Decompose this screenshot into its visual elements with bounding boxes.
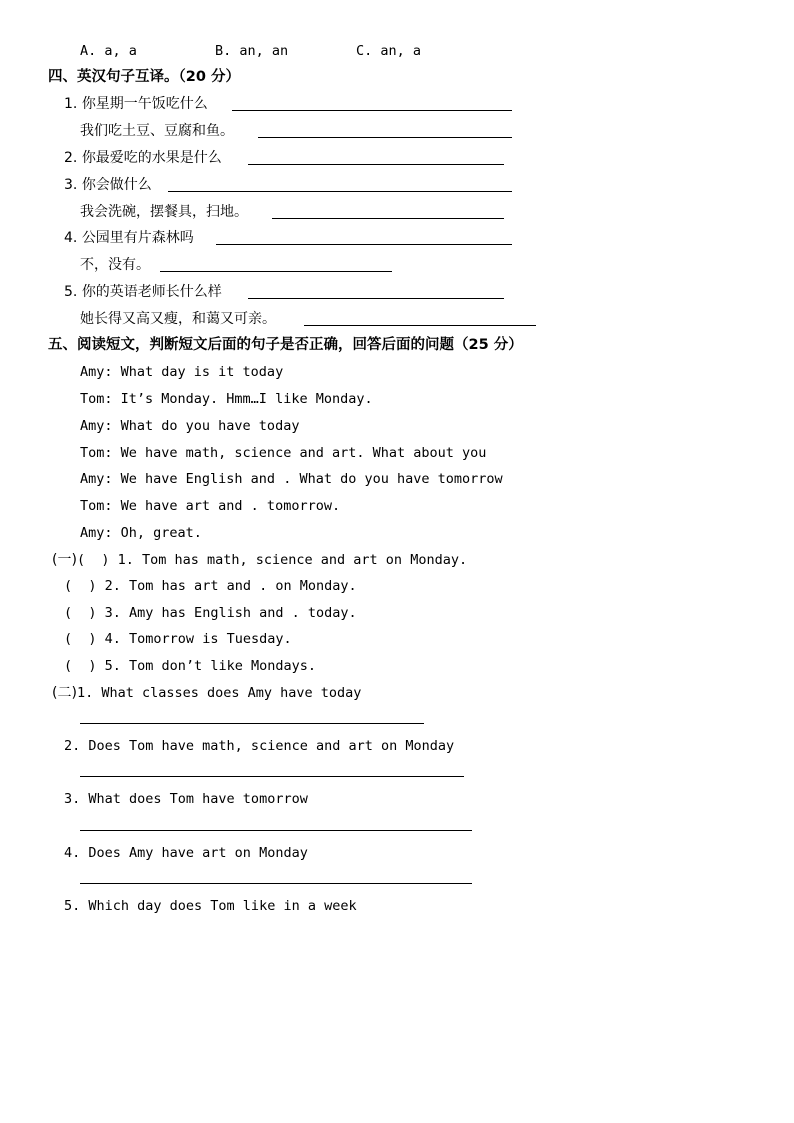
judge-item-1 bbox=[52, 550, 467, 570]
answer-blank[interactable] bbox=[232, 110, 512, 111]
question-1 bbox=[52, 683, 361, 703]
item-text: 你的英语老师长什么样 bbox=[81, 284, 222, 300]
answer-blank[interactable] bbox=[272, 218, 504, 219]
dialogue-line: Tom: We have math, science and art. What about you bbox=[80, 445, 487, 461]
part1-label: (一) bbox=[52, 552, 77, 568]
question-4: 4. Does Amy have art on Monday bbox=[64, 845, 308, 861]
judge-text: 1. Tom has math, science and art on Monday. bbox=[117, 552, 468, 568]
translate-item-3 bbox=[64, 175, 152, 195]
judge-item-2 bbox=[64, 576, 357, 596]
judge-text: 5. Tom don’t like Mondays. bbox=[104, 658, 316, 674]
judge-item-5 bbox=[64, 656, 316, 676]
option-a: A. a, a bbox=[80, 43, 137, 59]
section5-heading: 五、阅读短文，判断短文后面的句子是否正确，回答后面的问题（25 分） bbox=[48, 337, 523, 353]
translate-item-1b: 我们吃土豆、豆腐和鱼。 bbox=[80, 123, 234, 139]
section4-heading: 四、英汉句子互译。（20 分） bbox=[48, 69, 240, 85]
answer-line[interactable] bbox=[80, 830, 472, 831]
item-number: 4. bbox=[64, 230, 78, 246]
item-text: 你星期一午饭吃什么 bbox=[81, 96, 208, 112]
answer-line[interactable] bbox=[80, 723, 424, 724]
answer-blank[interactable] bbox=[248, 164, 504, 165]
item-text: 公园里有片森林吗 bbox=[81, 230, 194, 246]
answer-paren[interactable]: ( ) bbox=[64, 631, 97, 647]
answer-blank[interactable] bbox=[160, 271, 392, 272]
answer-blank[interactable] bbox=[168, 191, 512, 192]
item-number: 5. bbox=[64, 284, 78, 300]
dialogue-line: Amy: Oh, great. bbox=[80, 525, 202, 541]
translate-item-1 bbox=[64, 94, 208, 114]
translate-item-3b: 我会洗碗，摆餐具，扫地。 bbox=[80, 204, 248, 220]
item-number: 3. bbox=[64, 177, 78, 193]
answer-line[interactable] bbox=[80, 883, 472, 884]
judge-text: 2. Tom has art and . on Monday. bbox=[104, 578, 357, 594]
question-5: 5. Which day does Tom like in a week bbox=[64, 898, 357, 914]
answer-paren[interactable]: ( ) bbox=[64, 658, 97, 674]
option-c: C. an, a bbox=[356, 43, 422, 59]
judge-text: 4. Tomorrow is Tuesday. bbox=[104, 631, 292, 647]
dialogue-line: Amy: We have English and . What do you have tomorrow bbox=[80, 471, 503, 487]
answer-blank[interactable] bbox=[248, 298, 504, 299]
item-number: 2. bbox=[64, 150, 78, 166]
answer-blank[interactable] bbox=[304, 325, 536, 326]
judge-item-4 bbox=[64, 629, 292, 649]
question-3: 3. What does Tom have tomorrow bbox=[64, 791, 308, 807]
answer-paren[interactable]: ( ) bbox=[76, 552, 110, 568]
judge-text: 3. Amy has English and . today. bbox=[104, 605, 357, 621]
item-text: 你最爱吃的水果是什么 bbox=[81, 150, 222, 166]
translate-item-4 bbox=[64, 228, 194, 248]
item-number: 1. bbox=[64, 96, 78, 112]
answer-paren[interactable]: ( ) bbox=[64, 605, 97, 621]
answer-line[interactable] bbox=[80, 776, 464, 777]
translate-item-4b: 不，没有。 bbox=[80, 257, 150, 273]
part2-label: (二) bbox=[52, 685, 77, 701]
dialogue-line: Amy: What do you have today bbox=[80, 418, 300, 434]
dialogue-line: Amy: What day is it today bbox=[80, 364, 284, 380]
translate-item-5b: 她长得又高又瘦，和蔼又可亲。 bbox=[80, 311, 276, 327]
answer-blank[interactable] bbox=[216, 244, 512, 245]
translate-item-2 bbox=[64, 148, 222, 168]
judge-item-3 bbox=[64, 603, 357, 623]
question-2: 2. Does Tom have math, science and art on Monday bbox=[64, 738, 455, 754]
answer-paren[interactable]: ( ) bbox=[64, 578, 97, 594]
option-b: B. an, an bbox=[215, 43, 289, 59]
translate-item-5 bbox=[64, 282, 222, 302]
item-text: 你会做什么 bbox=[81, 177, 152, 193]
dialogue-line: Tom: We have art and . tomorrow. bbox=[80, 498, 341, 514]
dialogue-line: Tom: It’s Monday. Hmm…I like Monday. bbox=[80, 391, 373, 407]
question-text: 1. What classes does Amy have today bbox=[76, 685, 362, 701]
answer-blank[interactable] bbox=[258, 137, 512, 138]
